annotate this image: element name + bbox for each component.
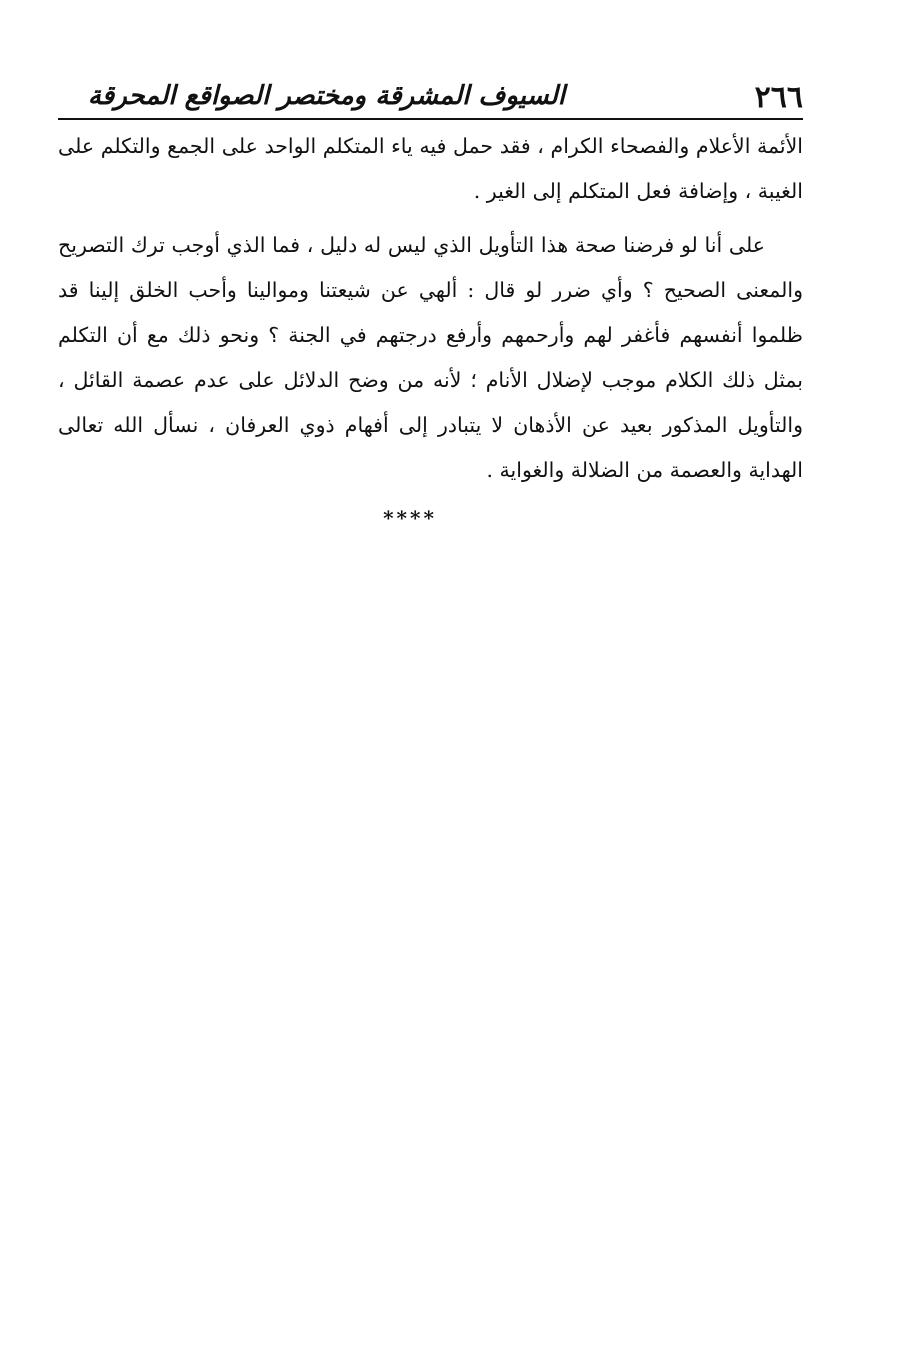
page-number: ٢٦٦ <box>754 80 803 115</box>
paragraph-argument: على أنا لو فرضنا صحة هذا التأويل الذي ليس له دليل ، فما الذي أوجب ترك التصريح والمعنى الصحيح ؟ وأي ضرر لو قال : ألهي عن شيعتنا وموالينا وأحب الخلق إلينا قد ظلموا أنفسهم فأغفر لهم وأرحمهم وأرفع درجتهم في الجنة ؟ ونحو ذلك مع أن التكلم بمثل ذلك الكلام موجب لإضلال الأنام ؛ لأنه من وضح الدلائل على عدم عصمة القائل ، والتأويل المذكور بعيد عن الأذهان لا يتبادر إلى أفهام ذوي العرفان ، نسأل الله تعالى الهداية والعصمة من الضلالة والغواية . <box>58 233 803 482</box>
header-rule <box>58 118 803 120</box>
section-separator: **** <box>383 506 437 530</box>
running-title: السيوف المشرقة ومختصر الصواقع المحرقة <box>87 81 565 111</box>
paragraph-continuation: الأئمة الأعلام والفصحاء الكرام ، فقد حمل فيه ياء المتكلم الواحد على الجمع والتكلم على الغيبة ، وإضافة فعل المتكلم إلى الغير . <box>58 134 803 203</box>
page-header <box>58 76 803 120</box>
body-text <box>58 124 803 493</box>
